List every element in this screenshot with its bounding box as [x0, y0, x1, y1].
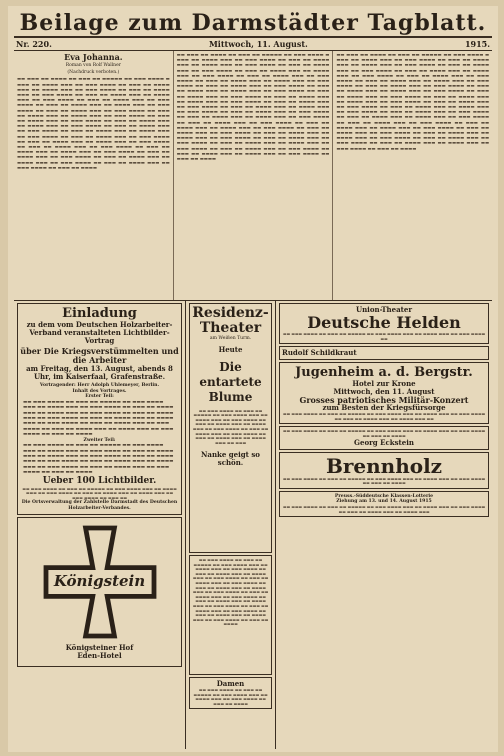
- damen-title: Damen: [216, 679, 245, 688]
- lotterie-text: Preuss.-Süddeutsche Klassen-Lotterie: [334, 493, 434, 499]
- lotterie-ad: [279, 491, 489, 517]
- schildkraut-ad: [279, 346, 489, 360]
- jugenheim-purpose: zum Besten der Kriegsfürsorge: [322, 403, 446, 413]
- einladung-contents: Inhalt des Vortrages.: [72, 388, 127, 394]
- small-ads: [189, 555, 272, 675]
- einladung-line2: über Die Kriegsverstümmelten und die Arbeiter: [20, 346, 179, 365]
- eckstein-name: Georg Eckstein: [354, 437, 414, 447]
- einladung-title: Einladung: [62, 306, 137, 321]
- jugenheim-ad: [279, 362, 489, 424]
- residenz-sub: am Weißen Turm.: [209, 336, 252, 341]
- union-text: ▬▬ ▬▬▬ ▬▬▬▬ ▬▬ ▬▬▬ ▬▬ ▬▬▬▬▬ ▬▬ ▬▬▬ ▬▬▬▬ ▬▬▬ ▬▬ ▬▬▬▬ ▬▬▬ ▬▬ ▬▬▬ ▬▬▬▬ ▬▬: [282, 331, 486, 341]
- left-ad-column: [14, 301, 186, 749]
- schildkraut-name: Rudolf Schildkraut: [282, 348, 357, 358]
- jugenheim-date: Mittwoch, den 11. August: [333, 387, 435, 397]
- einladung-part1: Erster Teil:: [85, 394, 114, 400]
- eckstein-ad: [279, 426, 489, 449]
- einladung-speaker: Vortragender: Herr Adolph Uhlemeyer, Berlin.: [39, 383, 160, 388]
- story-author: Roman von Rolf Wallner: [65, 63, 121, 68]
- union-heading: Deutsche Helden: [307, 313, 461, 332]
- lotterie-date: Ziehung am 13. und 14. August 1915: [336, 499, 432, 505]
- newspaper-page: [8, 6, 498, 752]
- residenz-tag: Nanke geigt so schön.: [201, 450, 260, 468]
- einladung-ad: [17, 303, 182, 515]
- brennholz-text: ▬▬ ▬▬▬ ▬▬▬▬ ▬▬ ▬▬▬ ▬▬ ▬▬▬▬▬ ▬▬ ▬▬▬ ▬▬▬▬ ▬▬▬ ▬▬ ▬▬▬▬ ▬▬▬ ▬▬ ▬▬▬ ▬▬▬▬ ▬▬ ▬▬▬ ▬▬ ▬▬▬▬: [282, 475, 486, 486]
- koenigstein-ad: [17, 517, 182, 667]
- einladung-count: Ueber 100 Lichtbilder.: [42, 475, 157, 486]
- einladung-list2: ▬▬ ▬▬▬ ▬▬▬▬ ▬▬ ▬▬▬ ▬▬ ▬▬▬▬▬ ▬▬ ▬▬▬ ▬▬▬▬ ▬▬▬ ▬▬ ▬▬▬▬ ▬▬▬ ▬▬ ▬▬▬ ▬▬▬▬ ▬▬ ▬▬▬ ▬▬ ▬▬▬▬ ▬▬▬ ▬▬ ▬▬▬▬ ▬▬▬ ▬▬ ▬▬▬ ▬▬▬▬ ▬▬ ▬▬▬ ▬▬ ▬▬▬▬ ▬▬▬ ▬▬ ▬▬▬ ▬▬▬▬ ▬▬ ▬▬▬ ▬▬ ▬▬▬▬ ▬▬▬ ▬▬ ▬▬▬▬ ▬▬▬ ▬▬ ▬▬▬ ▬▬▬▬ ▬▬ ▬▬▬ ▬▬ ▬▬▬▬ ▬▬▬ ▬▬ ▬▬▬ ▬▬▬▬ ▬▬ ▬▬▬ ▬▬ ▬▬▬▬: [23, 443, 174, 476]
- union-title: Union-Theater: [355, 305, 413, 314]
- small-ads-text: ▬▬ ▬▬▬ ▬▬▬▬ ▬▬ ▬▬▬ ▬▬ ▬▬▬▬▬ ▬▬ ▬▬▬ ▬▬▬▬ ▬▬▬ ▬▬ ▬▬▬▬ ▬▬▬ ▬▬ ▬▬▬ ▬▬▬▬ ▬▬ ▬▬▬ ▬▬ ▬▬▬▬ ▬▬▬ ▬▬ ▬▬▬▬ ▬▬▬ ▬▬ ▬▬▬ ▬▬▬▬ ▬▬ ▬▬▬ ▬▬ ▬▬▬▬ ▬▬▬ ▬▬ ▬▬▬ ▬▬▬▬ ▬▬ ▬▬▬ ▬▬ ▬▬▬▬ ▬▬▬ ▬▬ ▬▬▬▬ ▬▬▬ ▬▬ ▬▬▬ ▬▬▬▬ ▬▬ ▬▬▬ ▬▬ ▬▬▬▬ ▬▬▬ ▬▬ ▬▬▬ ▬▬▬▬ ▬▬ ▬▬▬ ▬▬ ▬▬▬▬ ▬▬▬ ▬▬ ▬▬▬▬ ▬▬▬ ▬▬ ▬▬▬ ▬▬▬▬ ▬▬ ▬▬▬ ▬▬ ▬▬▬▬ ▬▬▬ ▬▬ ▬▬▬ ▬▬▬▬ ▬▬ ▬▬▬ ▬▬ ▬▬▬▬ ▬▬▬ ▬▬ ▬▬▬▬ ▬▬▬ ▬▬ ▬▬▬ ▬▬▬▬ ▬▬ ▬▬▬ ▬▬ ▬▬▬▬: [192, 557, 269, 627]
- column-text-3: [333, 51, 492, 300]
- right-ad-column: [276, 301, 492, 749]
- story-note: (Nachdruck verboten.): [67, 70, 120, 76]
- column-story: [14, 51, 174, 300]
- advertisements: [14, 301, 492, 749]
- residenz-title: Residenz-Theater: [192, 305, 269, 336]
- residenz-heute: Heute: [218, 344, 243, 354]
- eden-hotel: Eden-Hotel: [77, 650, 122, 660]
- residenz-program: ▬▬ ▬▬▬ ▬▬▬▬ ▬▬ ▬▬▬ ▬▬ ▬▬▬▬▬ ▬▬ ▬▬▬ ▬▬▬▬ ▬▬▬ ▬▬ ▬▬▬▬ ▬▬▬ ▬▬ ▬▬▬ ▬▬▬▬ ▬▬ ▬▬▬ ▬▬ ▬▬▬▬ ▬▬▬ ▬▬ ▬▬▬▬ ▬▬▬ ▬▬ ▬▬▬ ▬▬▬▬ ▬▬ ▬▬▬ ▬▬ ▬▬▬▬ ▬▬▬ ▬▬ ▬▬▬ ▬▬▬▬ ▬▬ ▬▬▬ ▬▬ ▬▬▬▬ ▬▬▬ ▬▬ ▬▬▬▬ ▬▬▬ ▬▬ ▬▬▬: [192, 407, 269, 445]
- dateline: [14, 38, 492, 51]
- story-title: Eva Johanna.: [64, 52, 123, 62]
- damen-ad: [189, 677, 272, 709]
- middle-ad-column: [186, 301, 276, 749]
- issue-number: Nr. 220.: [16, 39, 52, 49]
- story-text: ▬▬ ▬▬▬ ▬▬ ▬▬▬▬ ▬▬ ▬▬▬ ▬▬ ▬▬▬▬▬ ▬▬ ▬▬▬ ▬▬▬▬ ▬ ▬▬▬ ▬▬ ▬▬▬▬ ▬▬▬ ▬▬ ▬▬▬ ▬▬▬▬ ▬▬ ▬▬▬ ▬▬ ▬▬▬▬ ▬▬▬ ▬▬ ▬▬▬▬ ▬▬▬ ▬▬ ▬▬▬ ▬▬▬▬ ▬▬ ▬▬▬ ▬▬ ▬▬▬▬ ▬▬▬ ▬▬ ▬▬▬ ▬▬▬▬ ▬▬ ▬▬▬ ▬▬ ▬▬▬▬ ▬▬▬ ▬▬ ▬▬▬▬ ▬▬▬ ▬▬ ▬▬▬ ▬▬▬▬ ▬▬ ▬▬▬ ▬▬ ▬▬▬▬ ▬▬▬ ▬▬ ▬▬▬ ▬▬▬▬ ▬▬ ▬▬▬ ▬▬ ▬▬▬▬ ▬▬▬ ▬▬ ▬▬▬▬ ▬▬▬ ▬▬ ▬▬▬ ▬▬▬▬ ▬▬ ▬▬▬ ▬▬ ▬▬▬▬ ▬▬▬ ▬▬ ▬▬▬ ▬▬▬▬ ▬▬ ▬▬▬ ▬▬ ▬▬▬▬ ▬▬▬ ▬▬ ▬▬▬▬ ▬▬▬ ▬▬ ▬▬▬ ▬▬▬▬ ▬▬ ▬▬▬ ▬▬ ▬▬▬▬ ▬▬▬ ▬▬ ▬▬▬ ▬▬▬▬ ▬▬ ▬▬▬ ▬▬ ▬▬▬▬ ▬▬▬ ▬▬ ▬▬▬▬ ▬▬▬ ▬▬ ▬▬▬ ▬▬▬▬ ▬▬ ▬▬▬ ▬▬ ▬▬▬▬ ▬▬▬ ▬▬ ▬▬▬ ▬▬▬▬ ▬▬ ▬▬▬ ▬▬ ▬▬▬▬ ▬▬▬ ▬▬ ▬▬▬▬ ▬▬▬ ▬▬ ▬▬▬ ▬▬▬▬ ▬▬ ▬▬▬ ▬▬ ▬▬▬▬ ▬▬▬ ▬▬ ▬▬▬ ▬▬▬▬ ▬▬ ▬▬▬ ▬▬ ▬▬▬▬ ▬▬▬ ▬▬ ▬▬▬▬ ▬▬▬ ▬▬ ▬▬▬ ▬▬▬▬ ▬▬ ▬▬▬ ▬▬ ▬▬▬▬ ▬▬▬ ▬▬ ▬▬▬ ▬▬▬▬ ▬▬ ▬▬▬ ▬▬ ▬▬▬▬ ▬▬▬ ▬▬ ▬▬▬▬ ▬▬▬ ▬▬ ▬▬▬ ▬▬▬▬ ▬▬ ▬▬▬ ▬▬ ▬▬▬▬ ▬▬▬ ▬▬ ▬▬▬ ▬▬▬▬ ▬▬ ▬▬▬ ▬▬ ▬▬▬▬ ▬▬▬ ▬▬ ▬▬▬▬ ▬▬▬ ▬▬ ▬▬▬ ▬▬▬▬ ▬▬ ▬▬▬ ▬▬ ▬▬▬▬ ▬▬▬ ▬▬ ▬▬▬ ▬▬▬▬ ▬▬ ▬▬▬ ▬▬ ▬▬▬▬: [17, 77, 170, 171]
- column-text: ▬▬ ▬▬▬ ▬▬ ▬▬▬▬ ▬▬ ▬▬▬ ▬▬ ▬▬▬▬▬ ▬▬ ▬▬▬ ▬▬▬▬ ▬ ▬▬▬ ▬▬ ▬▬▬▬ ▬▬▬ ▬▬ ▬▬▬ ▬▬▬▬ ▬▬ ▬▬▬ ▬▬ ▬▬▬▬ ▬▬▬ ▬▬ ▬▬▬▬ ▬▬▬ ▬▬ ▬▬▬ ▬▬▬▬ ▬▬ ▬▬▬ ▬▬ ▬▬▬▬ ▬▬▬ ▬▬ ▬▬▬ ▬▬▬▬ ▬▬ ▬▬▬ ▬▬ ▬▬▬▬ ▬▬▬ ▬▬ ▬▬▬▬ ▬▬▬ ▬▬ ▬▬▬ ▬▬▬▬ ▬▬ ▬▬▬ ▬▬ ▬▬▬▬ ▬▬▬ ▬▬ ▬▬▬ ▬▬▬▬ ▬▬ ▬▬▬ ▬▬ ▬▬▬▬ ▬▬▬ ▬▬ ▬▬▬▬ ▬▬▬ ▬▬ ▬▬▬ ▬▬▬▬ ▬▬ ▬▬▬ ▬▬ ▬▬▬▬ ▬▬▬ ▬▬ ▬▬▬ ▬▬▬▬ ▬▬ ▬▬▬ ▬▬ ▬▬▬▬ ▬▬▬ ▬▬ ▬▬▬▬ ▬▬▬ ▬▬ ▬▬▬ ▬▬▬▬ ▬▬ ▬▬▬ ▬▬ ▬▬▬▬ ▬▬▬ ▬▬ ▬▬▬ ▬▬▬▬ ▬▬ ▬▬▬ ▬▬ ▬▬▬▬ ▬▬▬ ▬▬ ▬▬▬▬ ▬▬▬ ▬▬ ▬▬▬ ▬▬▬▬ ▬▬ ▬▬▬ ▬▬ ▬▬▬▬ ▬▬▬ ▬▬ ▬▬▬ ▬▬▬▬ ▬▬ ▬▬▬ ▬▬ ▬▬▬▬ ▬▬▬ ▬▬ ▬▬▬▬ ▬▬▬ ▬▬ ▬▬▬ ▬▬▬▬ ▬▬ ▬▬▬ ▬▬ ▬▬▬▬ ▬▬▬ ▬▬ ▬▬▬ ▬▬▬▬ ▬▬ ▬▬▬ ▬▬ ▬▬▬▬ ▬▬▬ ▬▬ ▬▬▬▬ ▬▬▬ ▬▬ ▬▬▬ ▬▬▬▬ ▬▬ ▬▬▬ ▬▬ ▬▬▬▬ ▬▬▬ ▬▬ ▬▬▬ ▬▬▬▬ ▬▬ ▬▬▬ ▬▬ ▬▬▬▬ ▬▬▬ ▬▬ ▬▬▬▬ ▬▬▬ ▬▬ ▬▬▬ ▬▬▬▬ ▬▬ ▬▬▬ ▬▬ ▬▬▬▬ ▬▬▬ ▬▬ ▬▬▬ ▬▬▬▬ ▬▬ ▬▬▬ ▬▬ ▬▬▬▬ ▬▬▬ ▬▬ ▬▬▬▬ ▬▬▬ ▬▬ ▬▬▬ ▬▬▬▬ ▬▬ ▬▬▬ ▬▬ ▬▬▬▬ ▬▬▬ ▬▬ ▬▬▬ ▬▬▬▬ ▬▬ ▬▬▬ ▬▬ ▬▬▬▬ ▬▬▬ ▬▬ ▬▬▬▬ ▬▬▬ ▬▬ ▬▬▬ ▬▬▬▬ ▬▬ ▬▬▬ ▬▬ ▬▬▬▬ ▬▬▬ ▬▬ ▬▬▬ ▬▬▬▬ ▬▬ ▬▬▬ ▬▬ ▬▬▬▬ ▬▬▬ ▬▬ ▬▬▬▬ ▬▬▬ ▬▬ ▬▬▬ ▬▬▬▬ ▬▬ ▬▬▬ ▬▬ ▬▬▬▬: [176, 53, 330, 163]
- einladung-list1: ▬▬ ▬▬▬ ▬▬▬▬ ▬▬ ▬▬▬ ▬▬ ▬▬▬▬▬ ▬▬ ▬▬▬ ▬▬▬▬ ▬▬▬ ▬▬ ▬▬▬▬ ▬▬▬ ▬▬ ▬▬▬ ▬▬▬▬ ▬▬ ▬▬▬ ▬▬ ▬▬▬▬ ▬▬▬ ▬▬ ▬▬▬▬ ▬▬▬ ▬▬ ▬▬▬ ▬▬▬▬ ▬▬ ▬▬▬ ▬▬ ▬▬▬▬ ▬▬▬ ▬▬ ▬▬▬ ▬▬▬▬ ▬▬ ▬▬▬ ▬▬ ▬▬▬▬ ▬▬▬ ▬▬ ▬▬▬▬ ▬▬▬ ▬▬ ▬▬▬ ▬▬▬▬ ▬▬ ▬▬▬ ▬▬ ▬▬▬▬ ▬▬▬ ▬▬ ▬▬▬ ▬▬▬▬ ▬▬ ▬▬▬ ▬▬ ▬▬▬▬ ▬▬▬ ▬▬ ▬▬▬▬ ▬▬▬ ▬▬ ▬▬▬ ▬▬▬▬ ▬▬ ▬▬▬ ▬▬ ▬▬▬▬: [23, 399, 174, 438]
- jugenheim-text: ▬▬ ▬▬▬ ▬▬▬▬ ▬▬ ▬▬▬ ▬▬ ▬▬▬▬▬ ▬▬ ▬▬▬ ▬▬▬▬ ▬▬▬ ▬▬ ▬▬▬▬ ▬▬▬ ▬▬ ▬▬▬ ▬▬▬▬ ▬▬ ▬▬▬ ▬▬ ▬▬▬▬ ▬▬▬ ▬▬ ▬▬▬▬ ▬▬▬ ▬▬: [282, 411, 486, 421]
- einladung-footer: Die Ortsverwaltung der Zahlstelle Darmstadt des Deutschen Holzarbeiter-Verbandes.: [21, 500, 178, 512]
- residenz-ad: [189, 303, 272, 553]
- einladung-line1: zu dem vom Deutschen Holzarbeiter-Verband veranstalteten Lichtbilder-Vortrag: [26, 320, 173, 345]
- eckstein-text: ▬▬ ▬▬▬ ▬▬▬▬ ▬▬ ▬▬▬ ▬▬ ▬▬▬▬▬ ▬▬ ▬▬▬ ▬▬▬▬ ▬▬▬ ▬▬ ▬▬▬▬ ▬▬▬ ▬▬ ▬▬▬ ▬▬▬▬ ▬▬ ▬▬▬ ▬▬ ▬▬▬▬: [282, 428, 486, 438]
- issue-date: Mittwoch, 11. August.: [208, 39, 308, 49]
- union-ad: [279, 303, 489, 344]
- jugenheim-title: Jugenheim a. d. Bergstr.: [295, 365, 473, 381]
- koenigsteiner-hof: Königsteiner Hof: [65, 642, 134, 652]
- lotterie-details: ▬▬ ▬▬▬ ▬▬▬▬ ▬▬ ▬▬▬ ▬▬ ▬▬▬▬▬ ▬▬ ▬▬▬ ▬▬▬▬ ▬▬▬ ▬▬ ▬▬▬▬ ▬▬▬ ▬▬ ▬▬▬ ▬▬▬▬ ▬▬ ▬▬▬ ▬▬ ▬▬▬▬ ▬▬▬ ▬▬ ▬▬▬▬ ▬▬▬: [282, 503, 486, 514]
- jugenheim-hotel: Hotel zur Krone: [352, 379, 416, 389]
- issue-year: 1915.: [464, 39, 490, 49]
- jugenheim-concert: Grosses patriotisches Militär-Konzert: [299, 395, 469, 406]
- einladung-line3: am Freitag, den 13. August, abends 8 Uhr, im Kaiserfaal, Grafenstraße.: [26, 364, 173, 381]
- brennholz-title: Brennholz: [325, 453, 443, 478]
- damen-text: ▬▬ ▬▬▬ ▬▬▬▬ ▬▬ ▬▬▬ ▬▬ ▬▬▬▬▬ ▬▬ ▬▬▬ ▬▬▬▬ ▬▬▬ ▬▬ ▬▬▬▬ ▬▬▬ ▬▬ ▬▬▬ ▬▬▬▬ ▬▬ ▬▬▬ ▬▬ ▬▬▬▬: [193, 687, 268, 706]
- text-columns: [14, 51, 492, 301]
- masthead: Beilage zum Darmstädter Tagblatt.: [14, 10, 492, 38]
- einladung-fineprint: ▬▬ ▬▬▬ ▬▬▬▬ ▬▬ ▬▬▬ ▬▬ ▬▬▬▬▬ ▬▬ ▬▬▬ ▬▬▬▬ ▬▬▬ ▬▬ ▬▬▬▬ ▬▬▬ ▬▬ ▬▬▬ ▬▬▬▬ ▬▬ ▬▬▬ ▬▬ ▬▬▬▬ ▬▬▬ ▬▬ ▬▬▬▬ ▬▬▬ ▬▬ ▬▬▬ ▬▬▬▬ ▬▬ ▬▬▬ ▬▬: [22, 485, 177, 500]
- brennholz-ad: [279, 452, 489, 489]
- iron-cross-icon: [40, 522, 160, 642]
- koenigstein-brand: Königstein: [53, 571, 146, 590]
- column-text-2: [174, 51, 334, 300]
- einladung-part2: Zweiter Teil:: [83, 437, 116, 443]
- residenz-film: Die entartete Blume: [199, 359, 262, 404]
- column-text: ▬▬ ▬▬▬ ▬▬ ▬▬▬▬ ▬▬ ▬▬▬ ▬▬ ▬▬▬▬▬ ▬▬ ▬▬▬ ▬▬▬▬ ▬ ▬▬▬ ▬▬ ▬▬▬▬ ▬▬▬ ▬▬ ▬▬▬ ▬▬▬▬ ▬▬ ▬▬▬ ▬▬ ▬▬▬▬ ▬▬▬ ▬▬ ▬▬▬▬ ▬▬▬ ▬▬ ▬▬▬ ▬▬▬▬ ▬▬ ▬▬▬ ▬▬ ▬▬▬▬ ▬▬▬ ▬▬ ▬▬▬ ▬▬▬▬ ▬▬ ▬▬▬ ▬▬ ▬▬▬▬ ▬▬▬ ▬▬ ▬▬▬▬ ▬▬▬ ▬▬ ▬▬▬ ▬▬▬▬ ▬▬ ▬▬▬ ▬▬ ▬▬▬▬ ▬▬▬ ▬▬ ▬▬▬ ▬▬▬▬ ▬▬ ▬▬▬ ▬▬ ▬▬▬▬ ▬▬▬ ▬▬ ▬▬▬▬ ▬▬▬ ▬▬ ▬▬▬ ▬▬▬▬ ▬▬ ▬▬▬ ▬▬ ▬▬▬▬ ▬▬▬ ▬▬ ▬▬▬ ▬▬▬▬ ▬▬ ▬▬▬ ▬▬ ▬▬▬▬ ▬▬▬ ▬▬ ▬▬▬▬ ▬▬▬ ▬▬ ▬▬▬ ▬▬▬▬ ▬▬ ▬▬▬ ▬▬ ▬▬▬▬ ▬▬▬ ▬▬ ▬▬▬ ▬▬▬▬ ▬▬ ▬▬▬ ▬▬ ▬▬▬▬ ▬▬▬ ▬▬ ▬▬▬▬ ▬▬▬ ▬▬ ▬▬▬ ▬▬▬▬ ▬▬ ▬▬▬ ▬▬ ▬▬▬▬ ▬▬▬ ▬▬ ▬▬▬ ▬▬▬▬ ▬▬ ▬▬▬ ▬▬ ▬▬▬▬ ▬▬▬ ▬▬ ▬▬▬▬ ▬▬▬ ▬▬ ▬▬▬ ▬▬▬▬ ▬▬ ▬▬▬ ▬▬ ▬▬▬▬ ▬▬▬ ▬▬ ▬▬▬ ▬▬▬▬ ▬▬ ▬▬▬ ▬▬ ▬▬▬▬ ▬▬▬ ▬▬ ▬▬▬▬ ▬▬▬ ▬▬ ▬▬▬ ▬▬▬▬ ▬▬ ▬▬▬ ▬▬ ▬▬▬▬ ▬▬▬ ▬▬ ▬▬▬ ▬▬▬▬ ▬▬ ▬▬▬ ▬▬ ▬▬▬▬ ▬▬▬ ▬▬ ▬▬▬▬ ▬▬▬ ▬▬ ▬▬▬ ▬▬▬▬ ▬▬ ▬▬▬ ▬▬ ▬▬▬▬ ▬▬▬ ▬▬ ▬▬▬ ▬▬▬▬ ▬▬ ▬▬▬ ▬▬ ▬▬▬▬ ▬▬▬ ▬▬ ▬▬▬▬ ▬▬▬ ▬▬ ▬▬▬ ▬▬▬▬ ▬▬ ▬▬▬ ▬▬ ▬▬▬▬ ▬▬▬ ▬▬ ▬▬▬ ▬▬▬▬ ▬▬ ▬▬▬ ▬▬ ▬▬▬▬ ▬▬▬ ▬▬ ▬▬▬▬ ▬▬▬ ▬▬ ▬▬▬ ▬▬▬▬ ▬▬ ▬▬▬ ▬▬ ▬▬▬▬: [336, 53, 490, 152]
